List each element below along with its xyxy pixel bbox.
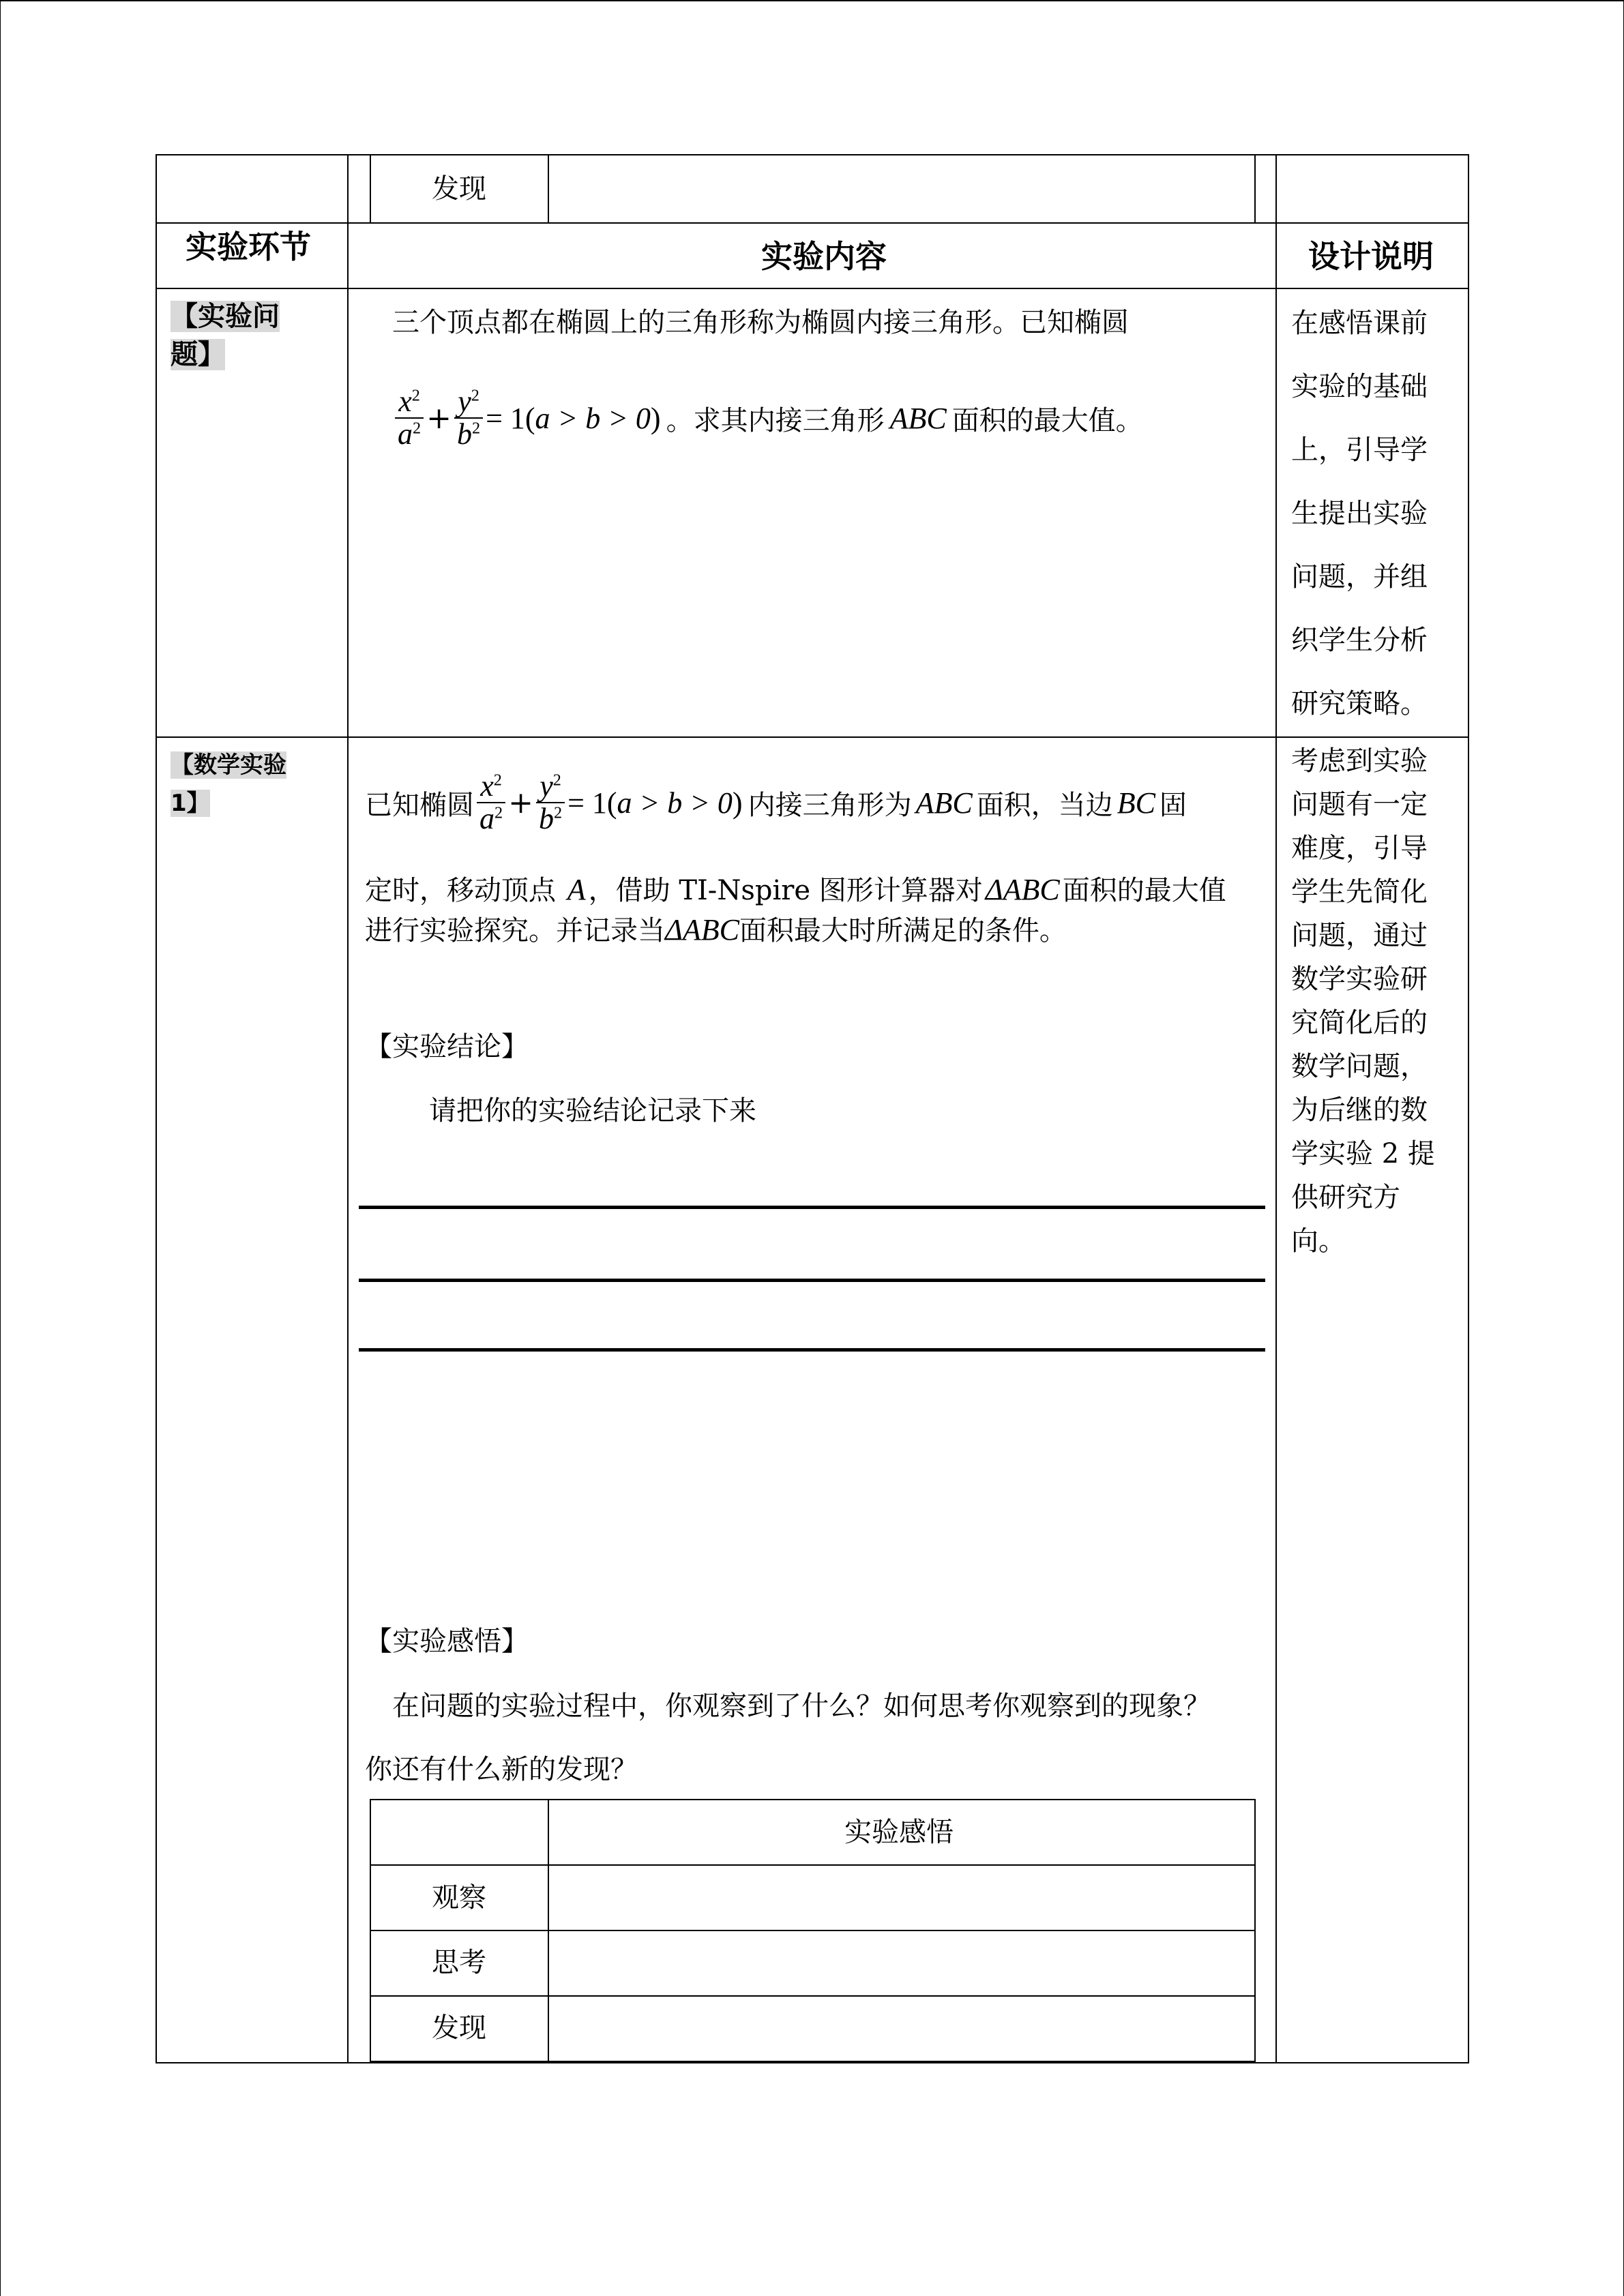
- row1-tag: 【实验问 题】: [171, 301, 280, 370]
- conclusion-title: 【实验结论】: [365, 1031, 529, 1062]
- feeling-row-discover: 发现: [432, 2012, 486, 2044]
- row2-paragraph-line2: 定时，移动顶点 A ，借助 TI-Nspire 图形计算器对ΔABC 面积的最大值: [365, 873, 1226, 906]
- row1-text-line1: 三个顶点都在椭圆上的三角形称为椭圆内接三角形。已知椭圆: [392, 307, 1129, 338]
- row1-design-note: 在感悟课前 实验的基础 上，引导学 生提出实验 问题，并组 织学生分析 研究策略。: [1291, 308, 1428, 719]
- answer-line-1[interactable]: [359, 1206, 1265, 1209]
- row2-tag: 【数学实验 1】: [171, 751, 286, 817]
- row2-paragraph-line3: 进行实验探究。并记录当ΔABC面积最大时所满足的条件。: [365, 913, 1067, 946]
- row1-equation-line: $\frac{x^2}{a^2}$ + $\frac{y^2}{b^2}$ = 1( a > b > 0 ) 。求其内接三角形 ABC 面积的最大值。: [392, 374, 1143, 462]
- feeling-table-header: 实验感悟: [844, 1817, 954, 1848]
- conclusion-prompt: 请把你的实验结论记录下来: [429, 1095, 756, 1127]
- answer-line-2[interactable]: [359, 1279, 1265, 1282]
- feeling-question-1: 在问题的实验过程中，你观察到了什么？如何思考你观察到的现象？: [392, 1690, 1211, 1722]
- feeling-row-think: 思考: [432, 1947, 486, 1978]
- answer-line-3[interactable]: [359, 1348, 1265, 1352]
- row2-design-note: 考虑到实验 问题有一定 难度，引导 学生先简化 问题，通过 数学实验研 究简化后的 数学问题， 为后继的数 学实验 2 提 供研究方 向。: [1291, 745, 1435, 1257]
- header-content: 实验内容: [761, 238, 887, 275]
- ellipse-equation: $\frac{x^2}{a^2}$: [395, 386, 424, 450]
- feeling-title: 【实验感悟】: [365, 1626, 529, 1657]
- row2-paragraph-line1: 已知椭圆 $\frac{x^2}{a^2}$ + $\frac{y^2}{b^2}$ = 1( a > b > 0 ) 内接三角形为 ABC 面积，当边 BC 固: [365, 769, 1187, 835]
- feeling-row-observe: 观察: [432, 1882, 486, 1913]
- header-design-note: 设计说明: [1308, 238, 1434, 275]
- header-stage: 实验环节: [186, 228, 311, 265]
- feeling-question-2: 你还有什么新的发现？: [365, 1754, 638, 1785]
- found-label: 发现: [432, 173, 486, 205]
